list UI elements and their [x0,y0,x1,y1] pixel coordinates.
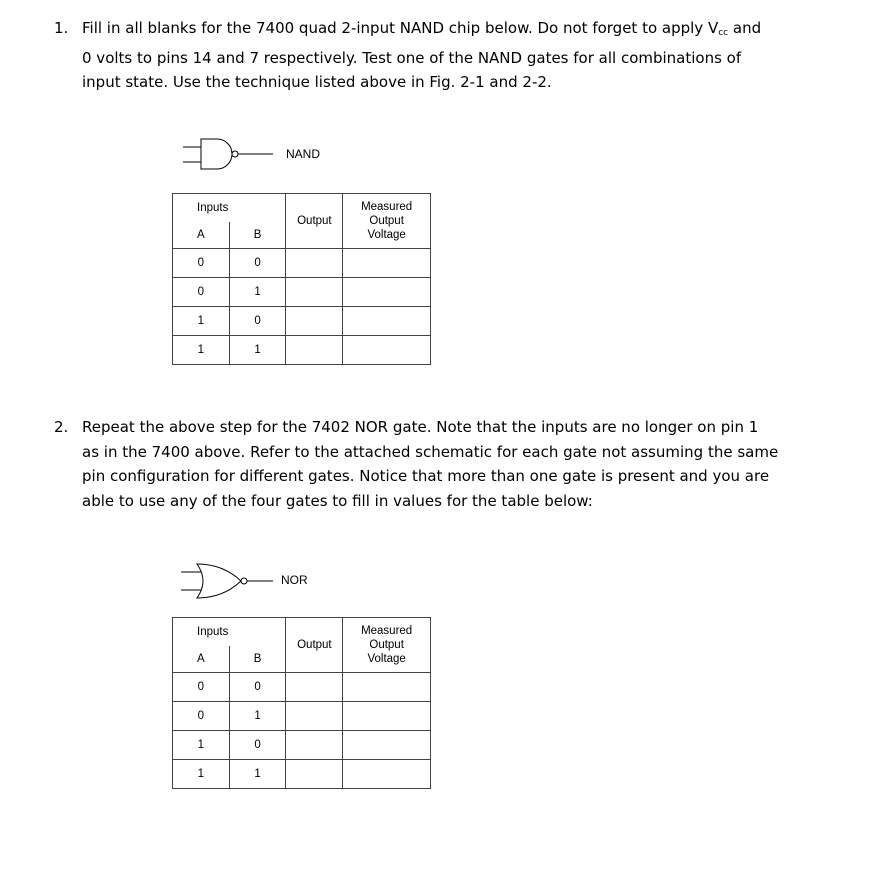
nand-b-cell: 0 [229,307,286,336]
nand-a-cell: 1 [173,307,230,336]
table-row [173,336,431,365]
question-1-number: 1. [54,19,69,37]
nand-output-cell[interactable] [286,278,343,307]
nor-b-cell: 0 [229,673,286,702]
nor-b-cell: 1 [229,760,286,789]
nand-output-cell[interactable] [286,336,343,365]
nand-col-b-header: B [229,222,286,249]
nor-measured-header: Measured Output Voltage [343,618,431,673]
question-2-number: 2. [54,418,69,436]
vcc-subscript: cc [718,28,729,38]
question-2-line: pin configuration for different gates. Notice that more than one gate is present and you are [82,467,770,485]
nor-col-a-header: A [173,646,230,673]
nor-output-cell[interactable] [286,673,343,702]
nand-body [201,139,232,169]
nand-col-a-header: A [173,222,230,249]
table-row [173,673,431,702]
nand-measured-cell[interactable] [343,336,431,365]
nor-inputs-header: Inputs [173,618,286,646]
nor-b-cell: 0 [229,731,286,760]
nor-b-cell: 1 [229,702,286,731]
table-row [173,731,431,760]
nand-measured-cell[interactable] [343,278,431,307]
question-1-line: Fill in all blanks for the 7400 quad 2-input NAND chip below. Do not forget to apply $V_{cc}$ and [82,19,762,38]
nor-a-cell: 1 [173,731,230,760]
nor-gate-label: NOR [281,573,308,587]
nand-output-header: Output [286,194,343,249]
nor-truth-table [172,617,431,789]
nor-a-cell: 0 [173,673,230,702]
nor-measured-cell[interactable] [343,731,431,760]
nor-output-header: Output [286,618,343,673]
question-2-line: as in the 7400 above. Refer to the attached schematic for each gate not assuming the same [82,442,779,461]
question-1-line: input state. Use the technique listed above in Fig. 2-1 and 2-2. [82,73,552,91]
nand-measured-cell[interactable] [343,249,431,278]
nand-output-cell[interactable] [286,249,343,278]
question-2-line: able to use any of the four gates to fill in values for the table below: [82,491,593,510]
nand-gate-symbol [175,136,285,174]
question-1-text [82,16,827,95]
nand-gate-label: NAND [286,147,321,161]
table-row [173,307,431,336]
nor-bubble [241,578,247,584]
nor-gate-symbol [175,561,285,601]
nor-measured-cell[interactable] [343,760,431,789]
nand-b-cell: 1 [229,278,286,307]
nand-inputs-header: Inputs [173,194,286,222]
nor-output-cell[interactable] [286,702,343,731]
nor-output-cell[interactable] [286,760,343,789]
nor-col-b-header: B [229,646,286,673]
table-row [173,760,431,789]
nor-output-cell[interactable] [286,731,343,760]
nand-output-cell[interactable] [286,307,343,336]
nand-measured-cell[interactable] [343,307,431,336]
nor-measured-cell[interactable] [343,673,431,702]
nand-a-cell: 0 [173,278,230,307]
nor-a-cell: 1 [173,760,230,789]
nand-measured-header: Measured Output Voltage [343,194,431,249]
table-row [173,278,431,307]
nor-measured-cell[interactable] [343,702,431,731]
nand-bubble [232,151,238,157]
question-2-text [82,415,827,513]
table-row [173,702,431,731]
nand-a-cell: 0 [173,249,230,278]
nand-truth-table [172,193,431,365]
nand-b-cell: 0 [229,249,286,278]
nor-body [197,564,241,598]
nand-b-cell: 1 [229,336,286,365]
nor-a-cell: 0 [173,702,230,731]
question-1-line: 0 volts to pins 14 and 7 respectively. Test one of the NAND gates for all combinations of [82,48,742,67]
nand-a-cell: 1 [173,336,230,365]
question-2-line: Repeat the above step for the 7402 NOR gate. Note that the inputs are no longer on pin 1 [82,418,759,436]
table-row [173,249,431,278]
